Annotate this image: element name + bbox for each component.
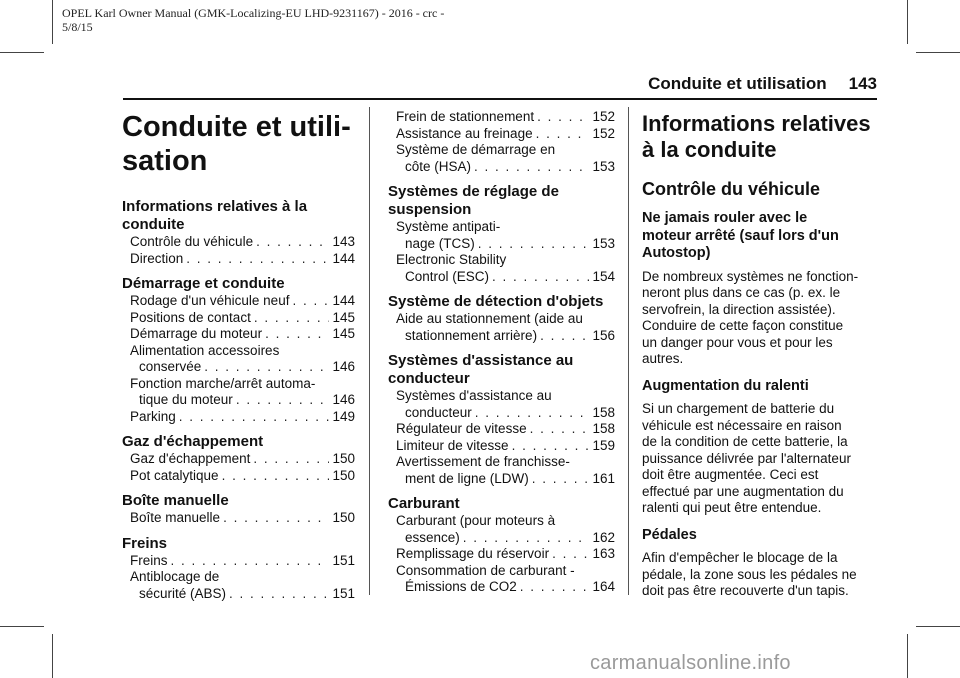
toc-leader-dots: [229, 586, 329, 603]
toc-entry-label: Avertissement de franchisse-: [396, 454, 570, 469]
toc-section-title: [388, 183, 615, 219]
paragraph-line: servofrein, la direction assistée).: [642, 301, 836, 317]
toc-entry[interactable]: [122, 343, 355, 376]
toc-entry-label: Electronic Stability: [396, 252, 507, 267]
toc-entry-label: conducteur: [405, 404, 472, 420]
toc-entry[interactable]: [122, 326, 355, 343]
toc-entry-label: côte (HSA): [405, 158, 472, 174]
toc-entry-page: 146: [332, 392, 355, 407]
topic-heading-line: Autostop): [642, 245, 711, 261]
toc-leader-dots: [492, 269, 589, 286]
toc-sections: [122, 198, 355, 602]
toc-entry-label: Gaz d'échappement: [130, 451, 251, 466]
toc-leader-dots: [256, 234, 329, 251]
toc-entry-page: 154: [592, 268, 615, 284]
toc-entry[interactable]: [388, 563, 615, 596]
toc-section-title: [122, 535, 355, 553]
toc-leader-dots: [236, 392, 330, 409]
paragraph-line: ralenti qui peut être entendue.: [642, 500, 822, 515]
toc-leader-dots: [478, 236, 590, 253]
toc-entry-label: stationnement arrière): [405, 327, 538, 343]
topic-heading-line: Augmentation du ralenti: [642, 377, 809, 394]
content-column: [642, 111, 882, 600]
toc-entry-label: sécurité (ABS): [139, 585, 227, 601]
toc-leader-dots: [540, 328, 589, 345]
toc-entry-page: 156: [592, 327, 615, 343]
toc-entry[interactable]: [388, 438, 615, 455]
toc-section-title-line: Informations relatives à la: [122, 198, 308, 215]
running-header: [648, 74, 877, 94]
toc-entry-label: essence): [405, 529, 460, 545]
toc-section-title-line: Gaz d'échappement: [122, 433, 264, 450]
toc-section-title-line: Démarrage et conduite: [122, 275, 285, 292]
toc-leader-dots: [204, 359, 329, 376]
toc-section: [388, 109, 615, 175]
toc-entry-page: 153: [592, 158, 615, 174]
paragraph-line: un danger pour vous et pour les: [642, 334, 833, 350]
toc-section-title-line: Boîte manuelle: [122, 492, 229, 509]
topic-paragraph: [642, 550, 882, 600]
toc-section-title: [388, 293, 615, 311]
print-metadata-line: OPEL Karl Owner Manual (GMK-Localizing-EU LHD-9231167) - 2016 - crc -: [62, 6, 445, 20]
toc-entry-page: 159: [592, 437, 615, 453]
toc-leader-dots: [520, 579, 590, 596]
watermark: carmanualsonline.info: [590, 652, 791, 674]
toc-entry-page: 161: [592, 470, 615, 486]
toc-entry[interactable]: [388, 109, 615, 126]
toc-leader-dots: [536, 126, 590, 143]
toc-entry-label: Régulateur de vitesse: [396, 421, 527, 436]
toc-section: [388, 495, 615, 596]
toc-entry-label: Frein de stationnement: [396, 109, 535, 124]
toc-entry[interactable]: [122, 569, 355, 602]
toc-entry-page: 143: [332, 234, 355, 249]
toc-entry[interactable]: [122, 251, 355, 268]
toc-section-title-line: Freins: [122, 534, 168, 552]
toc-entry-page: 164: [592, 579, 615, 594]
toc-section-title: [388, 352, 615, 388]
crop-mark: [916, 52, 960, 53]
toc-leader-dots: [474, 159, 589, 176]
toc-leader-dots: [532, 471, 590, 488]
toc-section: [122, 198, 355, 267]
toc-entry-label: Rodage d'un véhicule neuf: [130, 293, 290, 308]
toc-entry[interactable]: [122, 409, 355, 426]
toc-entry-label: Boîte manuelle: [130, 510, 221, 525]
toc-entry-page: 150: [332, 510, 355, 525]
toc-leader-dots: [512, 438, 590, 455]
toc-entry-page: 145: [332, 326, 355, 341]
toc-entry[interactable]: [122, 310, 355, 327]
toc-entry[interactable]: [122, 234, 355, 251]
topic-paragraph: [642, 269, 882, 368]
topic-heading-line: Ne jamais rouler avec le: [642, 210, 808, 226]
paragraph-line: pédale, la zone sous les pédales ne: [642, 566, 857, 582]
toc-section-title-line: suspension: [388, 201, 472, 218]
toc-entry-label: Pot catalytique: [130, 467, 219, 483]
toc-section-title-line: conduite: [122, 216, 185, 233]
toc-entry-page: 151: [332, 552, 355, 568]
toc-entry-label: Fonction marche/arrêt automa-: [130, 375, 316, 391]
paragraph-line: véhicule est nécessaire en raison: [642, 417, 842, 433]
toc-section-title: [388, 495, 615, 513]
toc-entry[interactable]: [388, 421, 615, 438]
toc-leader-dots: [463, 530, 590, 547]
paragraph-line: puissance délivrée par l'alternateur: [642, 450, 851, 466]
toc-column-1: [122, 108, 355, 602]
paragraph-line: Conduire de cette façon constitue: [642, 318, 844, 333]
toc-entry-label: Système antipati-: [396, 219, 501, 234]
toc-entry[interactable]: [388, 454, 615, 487]
crop-mark: [907, 634, 908, 678]
page-number: 143: [848, 74, 877, 93]
crop-mark: [916, 626, 960, 627]
toc-section: [122, 275, 355, 425]
toc-section-title-line: Systèmes de réglage de: [388, 183, 559, 200]
chapter-title-line: sation: [122, 145, 208, 177]
crop-mark: [907, 0, 908, 44]
toc-entry-page: 158: [592, 421, 615, 436]
toc-entry[interactable]: [122, 510, 355, 527]
toc-leader-dots: [254, 310, 330, 327]
paragraph-line: Si un chargement de batterie du: [642, 401, 835, 416]
toc-entry-label: tique du moteur: [139, 392, 233, 407]
toc-section-title-line: Systèmes d'assistance au: [388, 352, 574, 369]
toc-entry[interactable]: [388, 252, 615, 285]
toc-entry-label: Limiteur de vitesse: [396, 437, 509, 453]
content-block: [642, 210, 882, 368]
toc-entry[interactable]: [122, 293, 355, 310]
section-heading-line: à la conduite: [642, 137, 777, 162]
toc-entry-page: 158: [592, 404, 615, 420]
toc-entry-label: Antiblocage de: [130, 569, 220, 584]
toc-entry-label: nage (TCS): [405, 235, 475, 251]
toc-entry[interactable]: [388, 219, 615, 252]
toc-entry[interactable]: [388, 142, 615, 175]
toc-entry[interactable]: [388, 126, 615, 143]
paragraph-line: de la condition de cette batterie, la: [642, 434, 848, 449]
toc-entry-label: Consommation de carburant -: [396, 562, 575, 578]
toc-leader-dots: [475, 405, 590, 422]
content-block: [642, 378, 882, 517]
toc-leader-dots: [179, 409, 330, 426]
toc-entry-page: 163: [592, 546, 615, 561]
paragraph-line: effectué par une augmentation du: [642, 483, 844, 499]
toc-section-title: [122, 275, 355, 293]
toc-leader-dots: [171, 553, 330, 570]
toc-section-title: [122, 433, 355, 451]
topic-heading-line: moteur arrêté (sauf lors d'un: [642, 227, 839, 244]
toc-entry-page: 152: [592, 125, 615, 141]
toc-entry-page: 144: [332, 293, 355, 308]
toc-entry-label: Contrôle du véhicule: [130, 234, 254, 249]
toc-entry[interactable]: [122, 376, 355, 409]
topic-heading-line: Pédales: [642, 526, 697, 543]
toc-entry-label: Direction: [130, 250, 184, 266]
toc-entry-label: Freins: [130, 552, 168, 568]
toc-entry-page: 146: [332, 359, 355, 374]
toc-section-title: [122, 492, 355, 510]
toc-section: [122, 535, 355, 603]
content-block: [642, 527, 882, 600]
toc-leader-dots: [186, 251, 329, 268]
toc-section: [388, 183, 615, 285]
toc-entry-page: 149: [332, 408, 355, 424]
toc-entry-page: 145: [332, 309, 355, 325]
toc-entry-label: Systèmes d'assistance au: [396, 388, 552, 403]
toc-entry-page: 144: [332, 250, 355, 266]
toc-entry[interactable]: [388, 513, 615, 546]
toc-entry-label: Aide au stationnement (aide au: [396, 311, 583, 326]
paragraph-line: doit être augmentée. Ceci est: [642, 467, 819, 482]
toc-section-title-line: conducteur: [388, 370, 470, 387]
toc-leader-dots: [223, 510, 329, 527]
toc-entry-page: 151: [332, 585, 355, 601]
toc-leader-dots: [265, 326, 329, 343]
paragraph-line: autres.: [642, 351, 684, 366]
toc-section: [388, 293, 615, 344]
toc-leader-dots: [292, 293, 329, 310]
crop-mark: [52, 634, 53, 678]
toc-entry-page: 150: [332, 467, 355, 483]
toc-section-title-line: Carburant: [388, 495, 460, 512]
toc-entry-label: Positions de contact: [130, 309, 251, 325]
toc-entry[interactable]: [122, 451, 355, 468]
topic-heading: [642, 210, 882, 263]
toc-entry-label: Émissions de CO2: [405, 579, 517, 594]
subsection-heading: Contrôle du véhicule: [642, 179, 821, 199]
column-divider: [369, 107, 370, 595]
toc-entry-page: 153: [592, 235, 615, 251]
section-heading-line: Informations relatives: [642, 111, 871, 136]
toc-entry-page: 162: [592, 529, 615, 545]
toc-section: [388, 352, 615, 487]
paragraph-line: Afin d'empêcher le blocage de la: [642, 550, 838, 565]
header-rule: [123, 98, 877, 100]
toc-entry[interactable]: [122, 468, 355, 485]
section-heading: [642, 111, 882, 163]
toc-entry-label: ment de ligne (LDW): [405, 470, 529, 486]
print-metadata: [62, 6, 444, 34]
toc-sections: [388, 109, 615, 596]
toc-entry-page: 150: [332, 451, 355, 466]
toc-section-title-line: Système de détection d'objets: [388, 293, 604, 310]
toc-entry[interactable]: [122, 553, 355, 570]
topic-heading: [642, 378, 882, 396]
toc-entry-label: Remplissage du réservoir: [396, 546, 550, 561]
toc-section: [122, 492, 355, 527]
content-blocks: [642, 210, 882, 600]
toc-entry-label: Control (ESC): [405, 268, 490, 284]
toc-entry[interactable]: [388, 546, 615, 563]
toc-entry[interactable]: [388, 311, 615, 344]
paragraph-line: doit pas être recouverte d'un tapis.: [642, 583, 849, 598]
toc-leader-dots: [530, 421, 590, 438]
column-divider: [628, 107, 629, 595]
toc-entry-label: Parking: [130, 408, 176, 424]
toc-entry-page: 152: [592, 109, 615, 124]
toc-entry-label: Système de démarrage en: [396, 142, 556, 157]
toc-column-2: [388, 109, 615, 596]
print-metadata-date: 5/8/15: [62, 20, 93, 34]
paragraph-line: neront plus dans ce cas (p. ex. le: [642, 285, 841, 300]
toc-section: [122, 433, 355, 484]
toc-section-title: [122, 198, 355, 234]
toc-entry-label: conservée: [139, 359, 202, 374]
toc-entry-label: Démarrage du moteur: [130, 326, 263, 341]
crop-mark: [0, 52, 44, 53]
running-title: Conduite et utilisation: [648, 74, 827, 93]
toc-leader-dots: [222, 468, 330, 485]
topic-paragraph: [642, 401, 882, 517]
toc-leader-dots: [537, 109, 589, 126]
paragraph-line: De nombreux systèmes ne fonction-: [642, 268, 859, 284]
toc-entry-label: Alimentation accessoires: [130, 342, 280, 358]
crop-mark: [0, 626, 44, 627]
topic-heading: [642, 527, 882, 545]
crop-mark: [52, 0, 53, 44]
toc-leader-dots: [253, 451, 329, 468]
chapter-title-line: Conduite et utili-: [122, 111, 351, 143]
toc-leader-dots: [552, 546, 589, 563]
toc-entry[interactable]: [388, 388, 615, 421]
toc-entry-label: Carburant (pour moteurs à: [396, 513, 556, 528]
chapter-title: [122, 110, 355, 178]
toc-entry-label: Assistance au freinage: [396, 125, 533, 141]
